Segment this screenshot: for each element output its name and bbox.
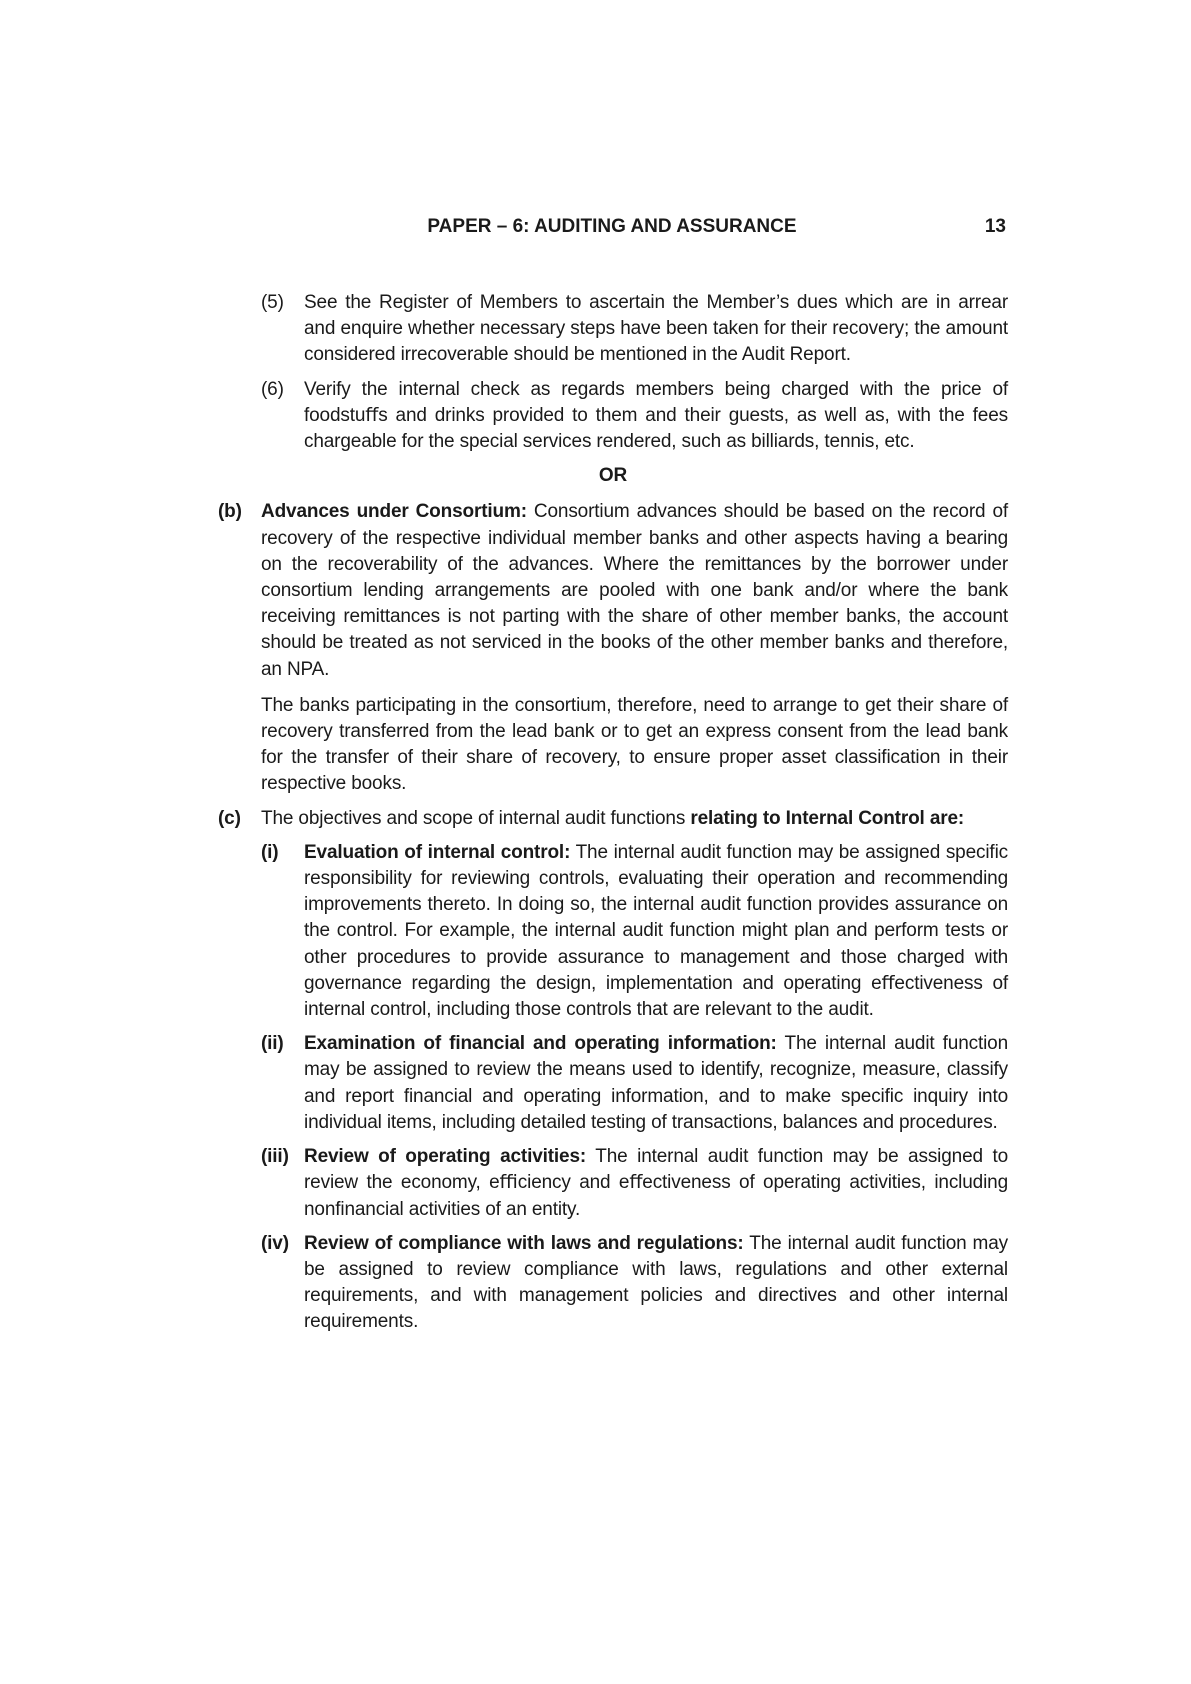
or-separator: OR — [598, 465, 628, 487]
part-heading: Advances under Consortium: — [261, 501, 527, 523]
item-number: (i) — [261, 841, 279, 863]
item-text: See the Register of Members to ascertain the Member’s dues which are in arrear and enquire whether necessary steps have been taken for their recovery; the amount considered irrecoverable should be mentioned in the Audit Report. — [304, 292, 1008, 366]
item-text: Verify the internal check as regards members being charged with the price of foodstuﬀs and drinks provided to them and their guests, as well as, with the fees chargeable for the special services rendered, such as billiards, tennis, etc. — [304, 378, 1008, 453]
item-number: (ii) — [261, 1033, 284, 1055]
part-b — [218, 499, 1008, 797]
list-item — [218, 1031, 1008, 1136]
intro-text: The objectives and scope of internal audit functions — [261, 807, 691, 829]
item-heading: Review of compliance with laws and regulations: — [304, 1232, 744, 1254]
item-body: The internal audit function may be assigned to review the means used to identify, recognize, measure, classify and report financial and operating information, and to make specific inquiry into individual items, including detailed testing of transactions, balances and procedures. — [304, 1033, 1008, 1133]
item-number: (iii) — [261, 1146, 289, 1168]
part-b-content — [261, 499, 1008, 797]
document-body — [218, 290, 1008, 1336]
item-body: The internal audit function may be assigned to review compliance with laws, regulations and other external requirements, and with management policies and directives and other internal requirements. — [304, 1232, 1009, 1333]
item-body: The internal audit function may be assigned to review the economy, eﬃciency and eﬀectiveness of operating activities, including nonfinancial activities of an entity. — [304, 1146, 1008, 1220]
intro-bold: relating to Internal Control are: — [690, 807, 965, 829]
part-b-paragraph-2: The banks participating in the consortium, therefore, need to arrange to get their share of recovery transferred from the lead bank or to get an express consent from the lead bank for the transfer of their share of recovery, to ensure proper asset classification in their respective books. — [261, 694, 1008, 795]
item-text — [304, 1144, 1008, 1223]
item-text — [304, 1231, 1008, 1336]
item-text — [304, 1031, 1008, 1136]
running-title: PAPER – 6: AUDITING AND ASSURANCE — [427, 216, 797, 237]
item-number: (6) — [261, 378, 284, 400]
part-c — [218, 806, 1008, 832]
item-text — [304, 840, 1008, 1023]
item-body: The internal audit function may be assigned specific responsibility for reviewing controls, evaluating their operation and recommending improvements thereto. In doing so, the internal audit function provides assurance on the control. For example, the internal audit function might plan and perform tests or other procedures to provide assurance to management and those charged with governance regarding the design, implementation and operating eﬀectiveness of internal control, including those controls that are relevant to the audit. — [304, 841, 1008, 1021]
part-text: Consortium advances should be based on the record of recovery of the respective individual member banks and other aspects having a bearing on the recoverability of the advances. Where the remittances by the borrower under consortium lending arrangements are pooled with one bank and/or where the bank receiving remittances is not parting with the share of other member banks, the account should be treated as not serviced in the books of the other member banks and therefore, an NPA. — [261, 501, 1008, 680]
part-c-intro — [261, 806, 1008, 832]
list-item — [218, 290, 1008, 369]
list-item — [218, 1231, 1008, 1336]
part-label: (c) — [218, 807, 241, 829]
item-number: (5) — [261, 292, 284, 313]
page-number: 13 — [984, 216, 1006, 237]
page-header — [218, 216, 1006, 242]
item-heading: Review of operating activities: — [304, 1146, 587, 1168]
item-heading: Evaluation of internal control: — [304, 841, 571, 863]
part-label: (b) — [218, 501, 242, 523]
item-heading: Examination of financial and operating information: — [304, 1033, 777, 1055]
list-item — [218, 1144, 1008, 1223]
part-b-paragraph-1 — [261, 499, 1008, 682]
list-item — [218, 377, 1008, 456]
list-item — [218, 840, 1008, 1023]
item-number: (iv) — [261, 1232, 289, 1254]
